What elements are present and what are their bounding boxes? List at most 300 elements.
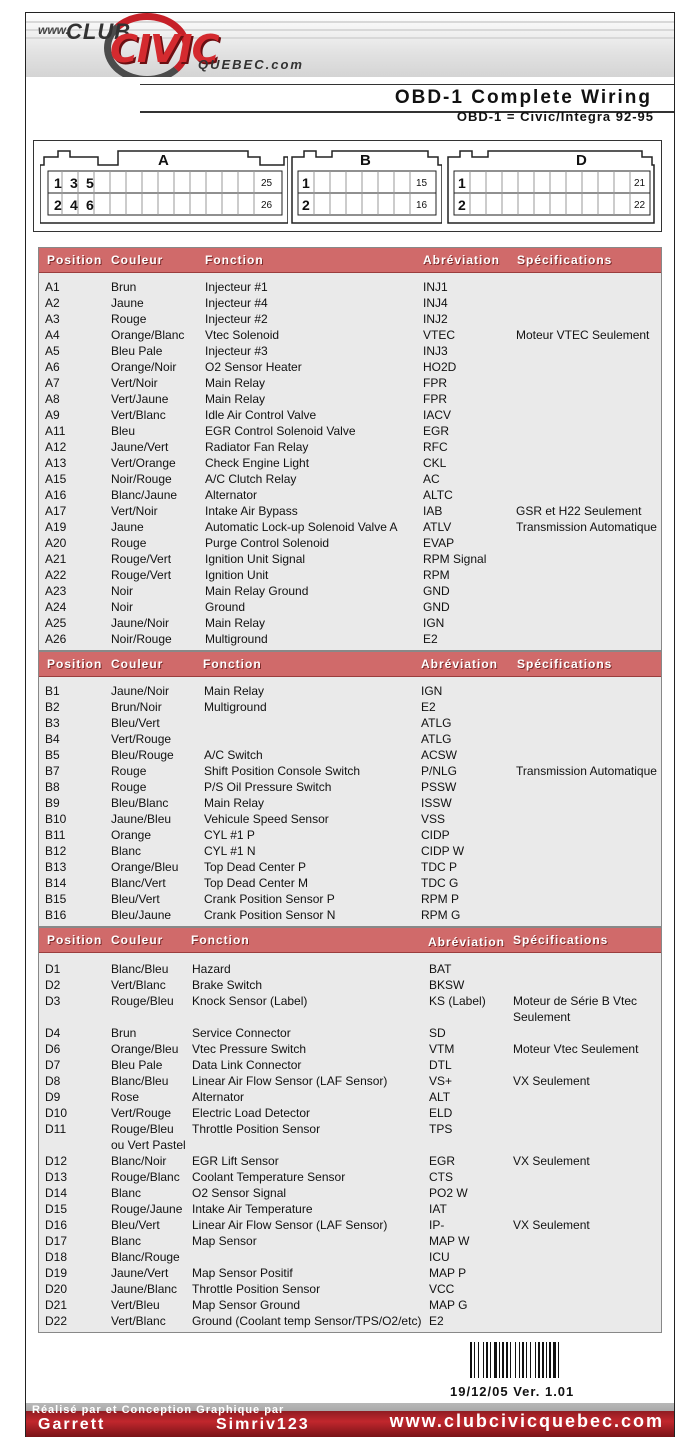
cell-abreviation: TPS [429,1122,453,1136]
cell-fonction: EGR Control Solenoid Valve [205,424,356,438]
cell-position: D9 [45,1090,61,1104]
cell-specifications: Transmission Automatique [516,764,657,778]
cell-couleur: Orange/Bleu [111,860,179,874]
cell-position: A26 [45,632,67,646]
cell-fonction: Main Relay [204,796,265,810]
footer-banner [26,1403,674,1437]
cell-position: A9 [45,408,60,422]
cell-specifications: Seulement [513,1010,571,1024]
cell-couleur: Blanc [111,844,142,858]
cell-position: B13 [45,860,67,874]
cell-position: A24 [45,600,67,614]
cell-couleur: Noir/Rouge [111,632,172,646]
cell-position: B9 [45,796,60,810]
cell-position: D3 [45,994,61,1008]
cell-couleur: Orange [111,828,152,842]
cell-fonction: Vehicule Speed Sensor [204,812,329,826]
cell-couleur: Rouge/Bleu [111,1122,174,1136]
cell-fonction: Injecteur #4 [205,296,268,310]
cell-couleur: Vert/Rouge [111,1106,172,1120]
page-title: OBD-1 Complete Wiring [394,87,652,108]
cell-couleur: Noir [111,600,134,614]
cell-couleur: Bleu Pale [111,1058,163,1072]
cell-couleur: Bleu/Vert [111,1218,160,1232]
cell-couleur: ou Vert Pastel [111,1138,186,1152]
logo-civic: CIVIC [110,27,219,71]
cell-abreviation: FPR [423,376,447,390]
cell-couleur: Rose [111,1090,140,1104]
cell-abreviation: ALTC [423,488,453,502]
cell-couleur: Rouge/Vert [111,568,172,582]
cell-position: B10 [45,812,67,826]
cell-fonction: Main Relay [205,392,266,406]
pin-d22: 22 [634,200,646,211]
cell-fonction: Ignition Unit [205,568,269,582]
cell-position: B3 [45,716,60,730]
cell-fonction: O2 Sensor Heater [205,360,302,374]
website-link[interactable]: www.clubcivicquebec.com [389,1411,664,1431]
table-connector-a [38,247,662,651]
cell-position: B14 [45,876,67,890]
cell-abreviation: IAT [429,1202,447,1216]
cell-couleur: Bleu/Rouge [111,748,174,762]
cell-fonction: Linear Air Flow Sensor (LAF Sensor) [192,1218,388,1232]
cell-abreviation: GND [423,584,450,598]
cell-abreviation: RFC [423,440,448,454]
cell-fonction: Ground (Coolant temp Sensor/TPS/O2/etc) [192,1314,422,1328]
cell-position: A21 [45,552,67,566]
connector-d [446,147,656,227]
cell-position: D10 [45,1106,68,1120]
cell-fonction: Ignition Unit Signal [205,552,306,566]
header-abreviation: Abréviation [423,253,501,267]
cell-position: B15 [45,892,67,906]
logo-quebec: QUEBEC.com [198,57,304,72]
cell-couleur: Vert/Noir [111,376,158,390]
pin-a1: 1 [54,175,62,191]
header-position: Position [47,933,103,947]
cell-couleur: Vert/Noir [111,504,158,518]
cell-couleur: Bleu/Blanc [111,796,169,810]
cell-abreviation: VSS [421,812,446,826]
cell-abreviation: RPM G [421,908,461,922]
cell-couleur: Brun/Noir [111,700,162,714]
cell-position: D18 [45,1250,68,1264]
cell-position: A12 [45,440,67,454]
cell-fonction: Map Sensor [192,1234,257,1248]
header-position: Position [47,253,103,267]
cell-position: D16 [45,1218,68,1232]
table-connector-d [38,927,662,1333]
cell-fonction: Injecteur #2 [205,312,268,326]
cell-abreviation: MAP W [429,1234,470,1248]
cell-couleur: Jaune/Vert [111,1266,169,1280]
cell-couleur: Blanc/Noir [111,1154,167,1168]
cell-abreviation: IGN [423,616,445,630]
cell-fonction: Hazard [192,962,231,976]
cell-position: A22 [45,568,67,582]
cell-abreviation: INJ3 [423,344,448,358]
table-d-header [39,928,661,953]
cell-abreviation: INJ4 [423,296,448,310]
cell-fonction: Alternator [192,1090,245,1104]
cell-couleur: Orange/Blanc [111,328,185,342]
cell-abreviation: AC [423,472,440,486]
cell-position: D4 [45,1026,61,1040]
cell-position: B4 [45,732,60,746]
cell-fonction: CYL #1 N [204,844,256,858]
cell-couleur: Jaune/Bleu [111,812,172,826]
cell-position: D8 [45,1074,61,1088]
cell-fonction: A/C Clutch Relay [205,472,297,486]
cell-abreviation: ATLG [421,732,452,746]
cell-abreviation: BKSW [429,978,465,992]
cell-position: A3 [45,312,60,326]
pin-a2: 2 [54,197,62,213]
cell-fonction: Data Link Connector [192,1058,302,1072]
cell-position: D22 [45,1314,68,1328]
cell-couleur: Bleu/Vert [111,892,160,906]
cell-specifications: VX Seulement [513,1074,590,1088]
cell-fonction: Vtec Solenoid [205,328,280,342]
cell-couleur: Orange/Noir [111,360,177,374]
cell-abreviation: PSSW [421,780,457,794]
cell-position: B8 [45,780,60,794]
cell-abreviation: CIDP W [421,844,465,858]
cell-abreviation: CKL [423,456,447,470]
cell-fonction: Multiground [205,632,268,646]
cell-fonction: Injecteur #1 [205,280,268,294]
header-specifications: Spécifications [513,933,609,947]
cell-fonction: Linear Air Flow Sensor (LAF Sensor) [192,1074,388,1088]
cell-couleur: Orange/Bleu [111,1042,179,1056]
cell-fonction: Throttle Position Sensor [192,1122,321,1136]
cell-position: D13 [45,1170,68,1184]
cell-abreviation: MAP G [429,1298,468,1312]
cell-abreviation: TDC G [421,876,459,890]
cell-position: A5 [45,344,60,358]
header-couleur: Couleur [111,933,164,947]
cell-position: D6 [45,1042,61,1056]
cell-fonction: Injecteur #3 [205,344,268,358]
cell-specifications: Moteur Vtec Seulement [513,1042,639,1056]
header-banner [26,13,674,77]
cell-abreviation: ATLG [421,716,452,730]
cell-abreviation: FPR [423,392,447,406]
cell-position: A4 [45,328,60,342]
pin-a4: 4 [70,197,78,213]
cell-fonction: Map Sensor Ground [192,1298,301,1312]
table-connector-b [38,651,662,927]
cell-abreviation: GND [423,600,450,614]
version-date: 19/12/05 Ver. 1.01 [450,1384,575,1399]
header-fonction: Fonction [191,933,250,947]
cell-fonction: Intake Air Temperature [192,1202,313,1216]
cell-abreviation: IP- [429,1218,445,1232]
cell-position: D11 [45,1122,67,1136]
cell-position: A25 [45,616,67,630]
cell-couleur: Vert/Rouge [111,732,172,746]
cell-fonction: Main Relay Ground [205,584,309,598]
cell-fonction: P/S Oil Pressure Switch [204,780,332,794]
cell-position: B7 [45,764,60,778]
cell-couleur: Rouge/Vert [111,552,172,566]
cell-abreviation: DTL [429,1058,452,1072]
cell-abreviation: ATLV [423,520,452,534]
cell-specifications: VX Seulement [513,1154,590,1168]
cell-position: A17 [45,504,67,518]
cell-position: A7 [45,376,60,390]
cell-fonction: CYL #1 P [204,828,255,842]
connector-b-label: B [360,152,371,169]
cell-position: D21 [45,1298,68,1312]
cell-abreviation: VTM [429,1042,455,1056]
cell-fonction: Top Dead Center M [204,876,309,890]
cell-couleur: Jaune/Vert [111,440,169,454]
cell-couleur: Jaune/Noir [111,684,170,698]
author-garrett: Garrett [38,1416,106,1433]
pin-a26: 26 [261,200,273,211]
header-fonction: Fonction [203,657,262,671]
cell-abreviation: MAP P [429,1266,467,1280]
cell-specifications: Moteur de Série B Vtec [513,994,638,1008]
pin-d2: 2 [458,197,466,213]
cell-fonction: Top Dead Center P [204,860,307,874]
cell-fonction: Crank Position Sensor P [204,892,335,906]
cell-couleur: Vert/Blanc [111,978,166,992]
pin-b1: 1 [302,175,310,191]
cell-couleur: Rouge [111,764,147,778]
cell-fonction: Idle Air Control Valve [205,408,317,422]
cell-position: D2 [45,978,61,992]
cell-fonction: Map Sensor Positif [192,1266,293,1280]
cell-fonction: Main Relay [205,376,266,390]
cell-abreviation: INJ1 [423,280,448,294]
cell-fonction: O2 Sensor Signal [192,1186,287,1200]
cell-position: B2 [45,700,60,714]
cell-fonction: Vtec Pressure Switch [192,1042,307,1056]
page-subtitle: OBD-1 = Civic/Integra 92-95 [456,109,654,124]
author-simriv: Simriv123 [216,1416,310,1433]
cell-specifications: VX Seulement [513,1218,590,1232]
cell-couleur: Bleu/Vert [111,716,160,730]
cell-fonction: Radiator Fan Relay [205,440,309,454]
cell-fonction: Electric Load Detector [192,1106,311,1120]
cell-couleur: Rouge [111,780,147,794]
cell-couleur: Rouge [111,536,147,550]
cell-couleur: Brun [111,1026,137,1040]
cell-abreviation: CTS [429,1170,453,1184]
cell-couleur: Vert/Orange [111,456,176,470]
cell-position: A13 [45,456,67,470]
cell-couleur: Vert/Jaune [111,392,169,406]
cell-fonction: Throttle Position Sensor [192,1282,321,1296]
cell-position: B1 [45,684,60,698]
connector-d-label: D [576,152,587,169]
cell-couleur: Blanc/Bleu [111,962,169,976]
cell-abreviation: ICU [429,1250,450,1264]
cell-couleur: Bleu/Jaune [111,908,172,922]
cell-position: B12 [45,844,67,858]
cell-couleur: Bleu [111,424,136,438]
cell-abreviation: RPM P [421,892,460,906]
cell-position: B16 [45,908,67,922]
cell-couleur: Jaune/Noir [111,616,170,630]
cell-couleur: Blanc/Rouge [111,1250,180,1264]
cell-position: A11 [45,424,66,438]
header-abreviation: Abréviation [428,935,506,949]
connector-a [40,147,288,227]
pin-d21: 21 [634,178,646,189]
cell-position: A2 [45,296,60,310]
cell-fonction: A/C Switch [204,748,263,762]
cell-position: A23 [45,584,67,598]
cell-position: A8 [45,392,60,406]
cell-couleur: Rouge/Bleu [111,994,174,1008]
cell-abreviation: IACV [423,408,452,422]
cell-couleur: Jaune [111,296,144,310]
cell-fonction: Crank Position Sensor N [204,908,336,922]
cell-fonction: Automatic Lock-up Solenoid Valve A [205,520,398,534]
cell-couleur: Vert/Bleu [111,1298,160,1312]
cell-position: D7 [45,1058,61,1072]
cell-abreviation: EVAP [423,536,455,550]
cell-abreviation: ELD [429,1106,453,1120]
cell-position: D20 [45,1282,68,1296]
pin-a3: 3 [70,175,78,191]
cell-abreviation: IAB [423,504,443,518]
cell-couleur: Jaune [111,520,144,534]
cell-fonction: Main Relay [205,616,266,630]
cell-couleur: Blanc/Jaune [111,488,178,502]
cell-fonction: Alternator [205,488,258,502]
cell-position: D15 [45,1202,68,1216]
cell-position: D17 [45,1234,68,1248]
cell-couleur: Rouge/Blanc [111,1170,180,1184]
cell-abreviation: VS+ [429,1074,453,1088]
barcode-graphic [470,1342,590,1378]
cell-fonction: Check Engine Light [205,456,310,470]
cell-fonction: Coolant Temperature Sensor [192,1170,346,1184]
cell-fonction: Multiground [204,700,267,714]
cell-fonction: Shift Position Console Switch [204,764,361,778]
connector-a-label: A [158,152,169,169]
cell-abreviation: SD [429,1026,446,1040]
cell-couleur: Blanc/Bleu [111,1074,169,1088]
cell-abreviation: E2 [421,700,436,714]
table-b-header [39,652,661,677]
cell-abreviation: EGR [423,424,450,438]
cell-couleur: Noir [111,584,134,598]
cell-fonction: Purge Control Solenoid [205,536,330,550]
cell-couleur: Blanc [111,1234,142,1248]
cell-fonction: EGR Lift Sensor [192,1154,279,1168]
pin-b16: 16 [416,200,428,211]
cell-position: B5 [45,748,60,762]
cell-abreviation: KS (Label) [429,994,486,1008]
pin-a25: 25 [261,178,273,189]
cell-couleur: Rouge [111,312,147,326]
cell-abreviation: EGR [429,1154,456,1168]
cell-couleur: Brun [111,280,137,294]
cell-abreviation: INJ2 [423,312,448,326]
credit-line: Réalisé par et Conception Graphique par [32,1404,285,1416]
cell-abreviation: PO2 W [429,1186,468,1200]
logo-club: CLUB [66,19,132,44]
header-position: Position [47,657,103,671]
connector-b [290,147,442,227]
cell-abreviation: P/NLG [421,764,458,778]
pin-d1: 1 [458,175,466,191]
cell-couleur: Vert/Blanc [111,408,166,422]
cell-fonction: Service Connector [192,1026,291,1040]
cell-couleur: Bleu Pale [111,344,163,358]
cell-abreviation: VCC [429,1282,455,1296]
cell-fonction: Knock Sensor (Label) [192,994,308,1008]
cell-position: D14 [45,1186,68,1200]
cell-abreviation: BAT [429,962,452,976]
header-specifications: Spécifications [517,253,613,267]
cell-abreviation: VTEC [423,328,456,342]
header-specifications: Spécifications [517,657,613,671]
header-couleur: Couleur [111,657,164,671]
cell-position: A1 [45,280,60,294]
cell-abreviation: IGN [421,684,443,698]
cell-couleur: Noir/Rouge [111,472,172,486]
cell-abreviation: TDC P [421,860,457,874]
pin-b15: 15 [416,178,428,189]
cell-abreviation: RPM [423,568,450,582]
cell-fonction: Ground [205,600,246,614]
cell-couleur: Blanc [111,1186,142,1200]
cell-position: A15 [45,472,67,486]
header-abreviation: Abréviation [421,657,499,671]
cell-position: D12 [45,1154,68,1168]
pin-a6: 6 [86,197,94,213]
pin-b2: 2 [302,197,310,213]
logo-www: www. [38,23,69,37]
cell-position: B11 [45,828,66,842]
cell-abreviation: RPM Signal [423,552,487,566]
cell-couleur: Blanc/Vert [111,876,166,890]
cell-abreviation: ISSW [421,796,452,810]
cell-position: D1 [45,962,61,976]
cell-specifications: Transmission Automatique [516,520,657,534]
cell-abreviation: E2 [423,632,438,646]
cell-abreviation: ALT [429,1090,451,1104]
cell-fonction: Main Relay [204,684,265,698]
cell-position: A19 [45,520,67,534]
cell-couleur: Vert/Blanc [111,1314,166,1328]
cell-abreviation: E2 [429,1314,444,1328]
header-couleur: Couleur [111,253,164,267]
cell-specifications: GSR et H22 Seulement [516,504,642,518]
connector-diagram [33,140,662,232]
cell-position: A6 [45,360,60,374]
cell-specifications: Moteur VTEC Seulement [516,328,650,342]
pin-a5: 5 [86,175,94,191]
header-fonction: Fonction [205,253,264,267]
cell-position: D19 [45,1266,68,1280]
cell-couleur: Rouge/Jaune [111,1202,183,1216]
cell-abreviation: ACSW [421,748,457,762]
cell-abreviation: HO2D [423,360,457,374]
table-a-header [39,248,661,273]
cell-couleur: Jaune/Blanc [111,1282,178,1296]
cell-position: A16 [45,488,67,502]
cell-position: A20 [45,536,67,550]
cell-abreviation: CIDP [421,828,450,842]
